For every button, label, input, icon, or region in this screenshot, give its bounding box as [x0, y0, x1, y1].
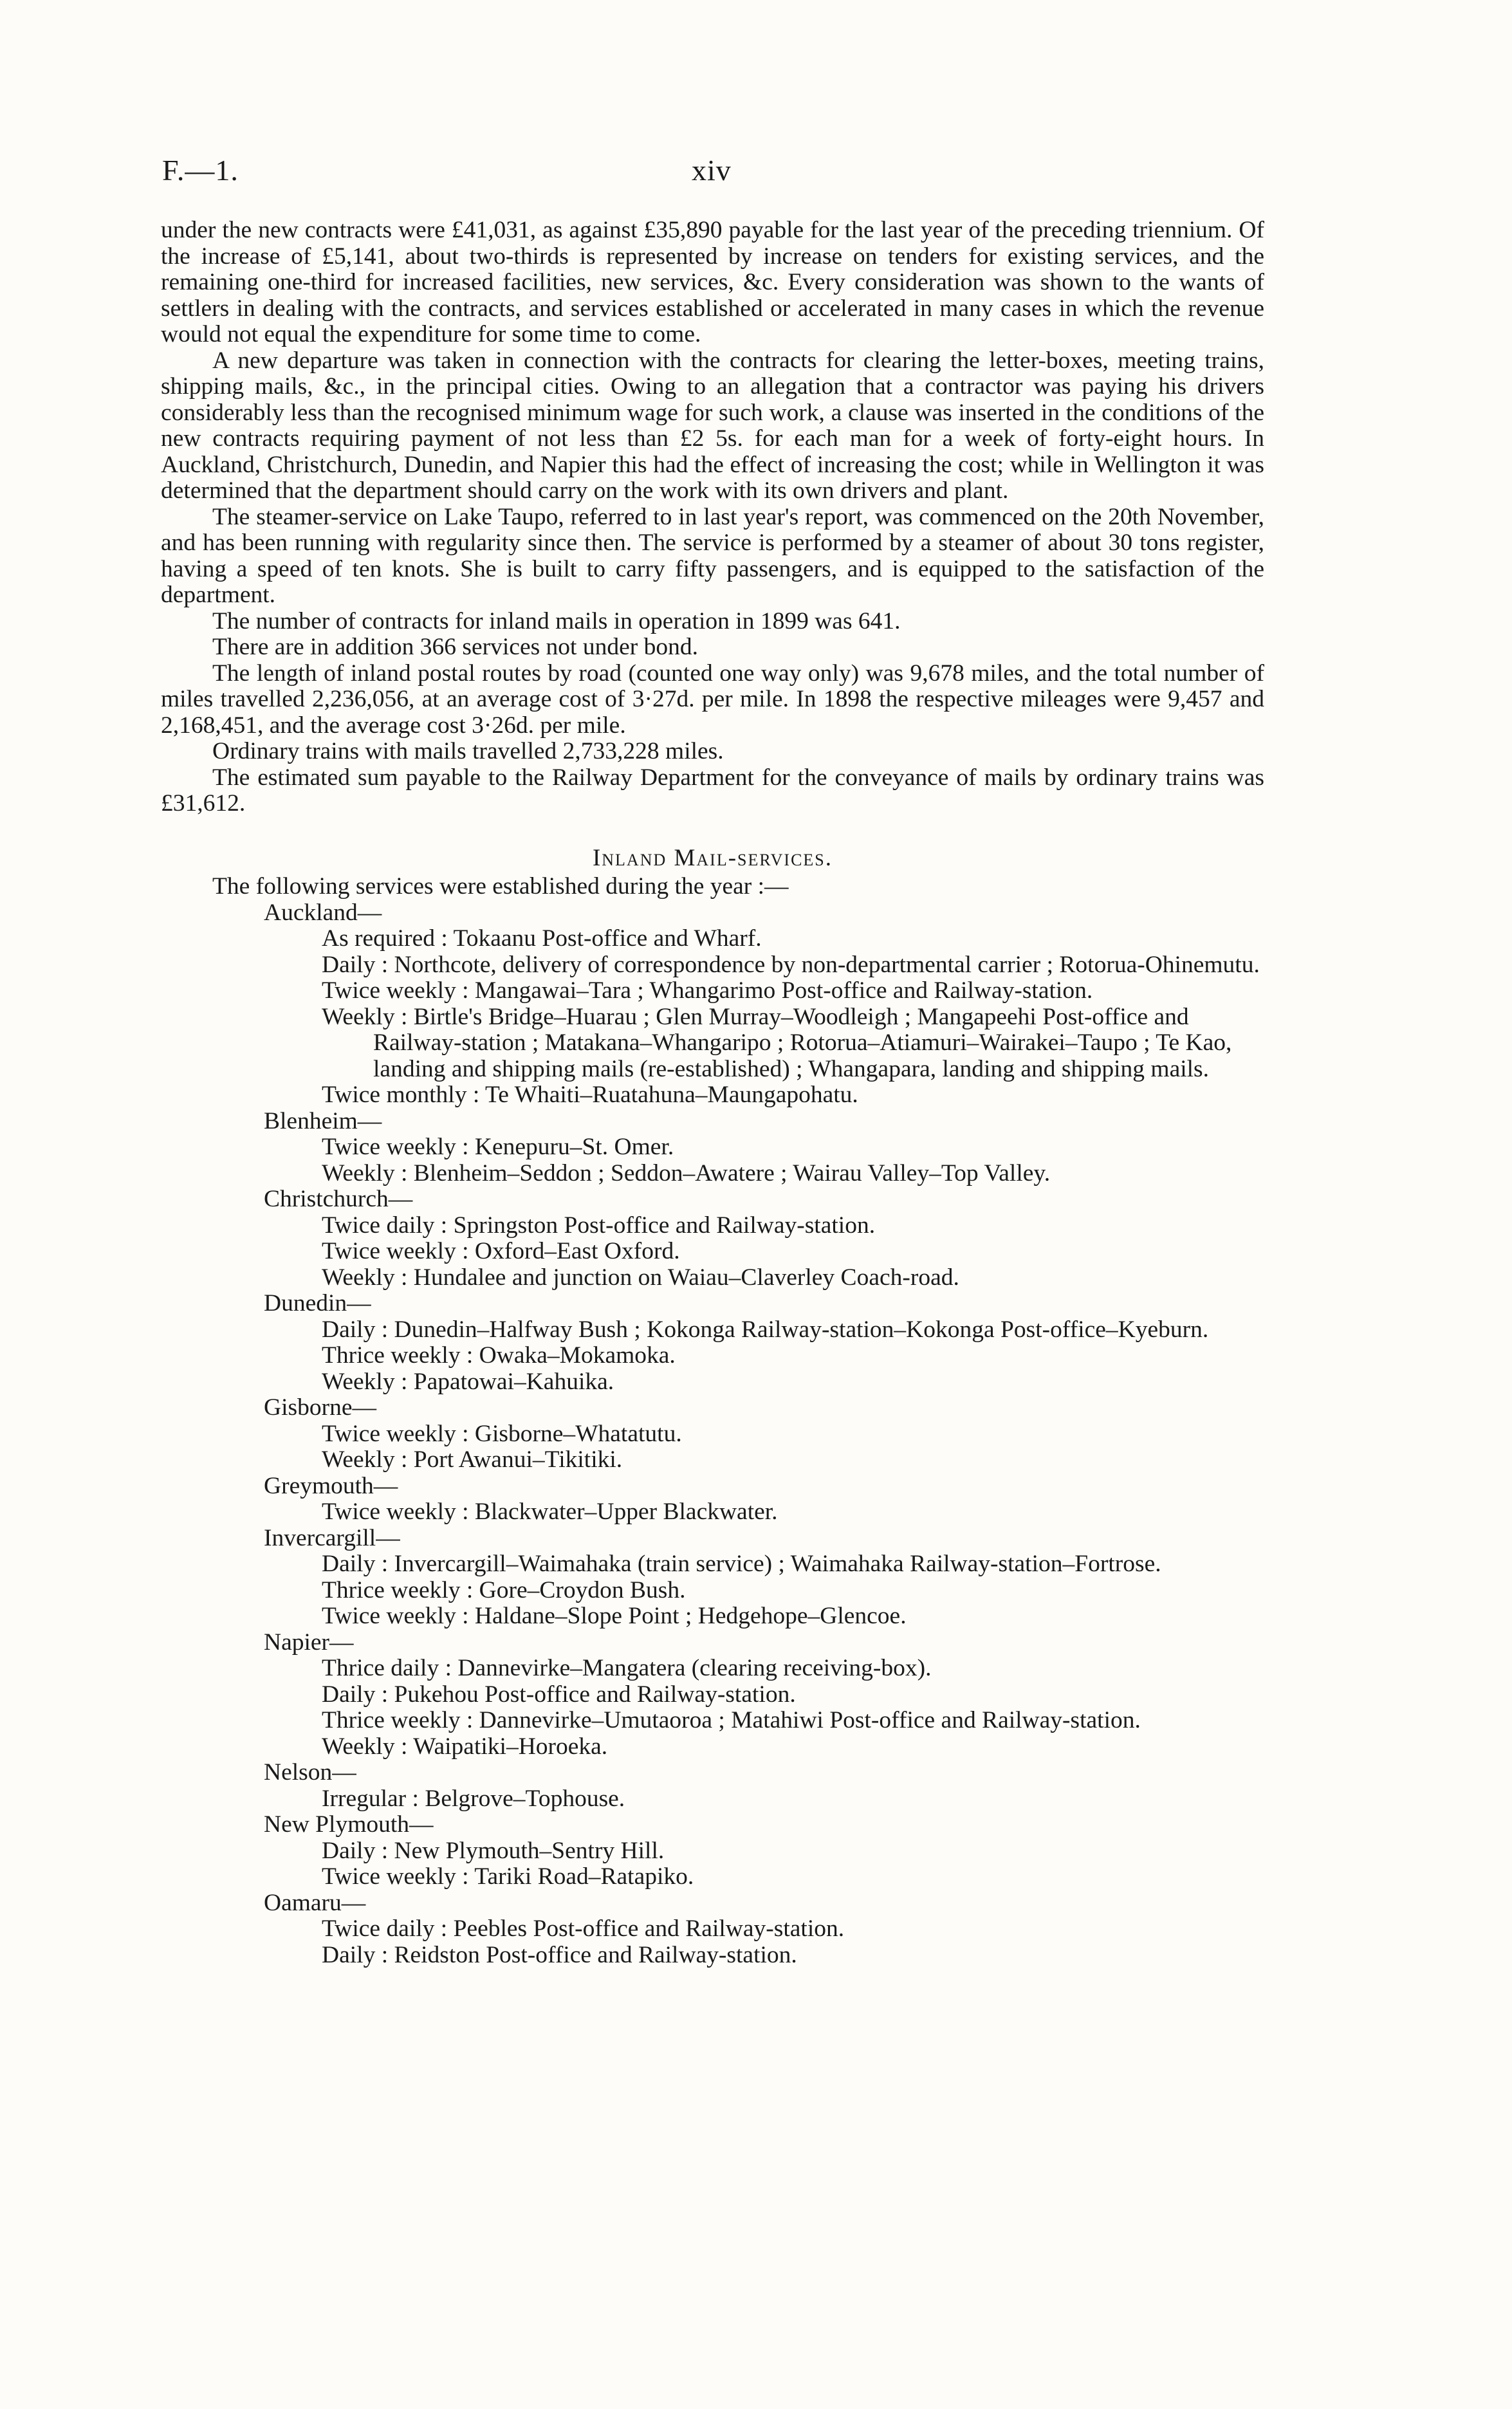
- paragraph: under the new contracts were £41,031, as against £35,890 payable for the last year of the preceding triennium. Of the increase of £5,141, about two-thirds is represented by increase on tenders for existing services, and the remaining one-third for increased facilities, new services, &c. Every consideration was shown to the wants of settlers in dealing with the contracts, and services established or accelerated in many cases in which the revenue would not equal the expenditure for some time to come.: [161, 217, 1264, 347]
- region-block: [161, 900, 1264, 1109]
- paragraph: The estimated sum payable to the Railway Department for the conveyance of mails by ordinary trains was £31,612.: [161, 764, 1264, 817]
- section-intro: The following services were established during the year :—: [212, 873, 789, 900]
- region-name: Gisborne—: [264, 1394, 376, 1421]
- region-block: [161, 1760, 1264, 1812]
- service-entry: Thrice weekly : Gore–Croydon Bush.: [322, 1576, 686, 1603]
- service-entry: Thrice daily : Dannevirke–Mangatera (clearing receiving-box).: [322, 1655, 932, 1681]
- region-name: Christchurch—: [264, 1186, 413, 1212]
- region-block: [161, 1473, 1264, 1526]
- service-entry: Daily : Reidston Post-office and Railway-station.: [322, 1941, 797, 1968]
- service-entry: Weekly : Port Awanui–Tikitiki.: [322, 1446, 623, 1473]
- region-name: Nelson—: [264, 1759, 356, 1786]
- section-heading: Inland Mail-services.: [592, 844, 833, 871]
- service-entry: As required : Tokaanu Post-office and Wharf.: [322, 925, 762, 952]
- region-name: Greymouth—: [264, 1472, 398, 1499]
- document-id: F.—1.: [162, 154, 239, 187]
- region-block: [161, 1395, 1264, 1473]
- region-block: [161, 1812, 1264, 1890]
- service-entry: Thrice weekly : Owaka–Mokamoka.: [322, 1342, 676, 1369]
- paragraph: There are in addition 366 services not under bond.: [212, 634, 698, 660]
- service-entry: Daily : Northcote, delivery of correspondence by non-departmental carrier ; Rotorua-Ohinemutu.: [322, 951, 1260, 978]
- paragraph: Ordinary trains with mails travelled 2,733,228 miles.: [212, 738, 724, 764]
- service-entry: Weekly : Hundalee and junction on Waiau–Claverley Coach-road.: [322, 1264, 959, 1291]
- region-name: Napier—: [264, 1629, 354, 1656]
- region-name: Auckland—: [264, 899, 382, 926]
- page-header: [0, 153, 1512, 198]
- service-entry: Twice monthly : Te Whaiti–Ruatahuna–Maungapohatu.: [322, 1082, 858, 1108]
- service-entry: Twice weekly : Mangawai–Tara ; Whangarimo Post-office and Railway-station.: [322, 977, 1093, 1004]
- service-entry: Twice weekly : Kenepuru–St. Omer.: [322, 1134, 674, 1160]
- region-block: [161, 1186, 1264, 1291]
- service-entry: Irregular : Belgrove–Tophouse.: [322, 1785, 625, 1812]
- service-entry: Twice weekly : Tariki Road–Ratapiko.: [322, 1863, 694, 1890]
- region-name: Invercargill—: [264, 1524, 400, 1551]
- service-entry: Daily : Pukehou Post-office and Railway-station.: [322, 1681, 796, 1708]
- region-name: New Plymouth—: [264, 1811, 434, 1838]
- region-block: [161, 1630, 1264, 1760]
- body-text: [161, 217, 1264, 1968]
- paragraph: The number of contracts for inland mails in operation in 1899 was 641.: [212, 607, 901, 634]
- service-entry: Twice weekly : Haldane–Slope Point ; Hedgehope–Glencoe.: [322, 1603, 907, 1629]
- service-entry: Twice weekly : Oxford–East Oxford.: [322, 1238, 680, 1264]
- region-name: Oamaru—: [264, 1889, 366, 1916]
- service-entry: Daily : New Plymouth–Sentry Hill.: [322, 1837, 665, 1864]
- page-number: xiv: [692, 154, 732, 187]
- region-block: [161, 1526, 1264, 1630]
- service-entry: Twice weekly : Blackwater–Upper Blackwater.: [322, 1499, 778, 1525]
- region-block: [161, 1890, 1264, 1969]
- service-entry: Weekly : Waipatiki–Horoeka.: [322, 1733, 608, 1760]
- service-entry: Weekly : Papatowai–Kahuika.: [322, 1368, 614, 1395]
- service-entry: Weekly : Blenheim–Seddon ; Seddon–Awatere ; Wairau Valley–Top Valley.: [322, 1159, 1051, 1186]
- service-entry: Daily : Invercargill–Waimahaka (train service) ; Waimahaka Railway-station–Fortrose.: [322, 1551, 1161, 1577]
- region-block: [161, 1291, 1264, 1395]
- region-name: Blenheim—: [264, 1107, 382, 1134]
- service-entry: Daily : Dunedin–Halfway Bush ; Kokonga Railway-station–Kokonga Post-office–Kyeburn.: [322, 1316, 1209, 1343]
- service-entry: Twice daily : Peebles Post-office and Railway-station.: [322, 1915, 845, 1942]
- paragraph: The steamer-service on Lake Taupo, referred to in last year's report, was commenced on the 20th November, and has been running with regularity since then. The service is performed by a steamer of about 30 tons register, having a speed of ten knots. She is built to carry fifty passengers, and is equipped to the satisfaction of the department.: [161, 503, 1264, 608]
- paragraph: A new departure was taken in connection with the contracts for clearing the letter-boxes, meeting trains, shipping mails, &c., in the principal cities. Owing to an allegation that a contractor was paying his drivers considerably less than the recognised minimum wage for such work, a clause was inserted in the conditions of the new contracts requiring payment of not less than £2 5s. for each man for a week of forty-eight hours. In Auckland, Christchurch, Dunedin, and Napier this had the effect of increasing the cost; while in Wellington it was determined that the department should carry on the work with its own drivers and plant.: [161, 347, 1264, 504]
- region-block: [161, 1109, 1264, 1187]
- service-entry: Thrice weekly : Dannevirke–Umutaoroa ; Matahiwi Post-office and Railway-station.: [322, 1707, 1141, 1733]
- region-name: Dunedin—: [264, 1290, 371, 1316]
- region-list: [161, 900, 1264, 1969]
- service-entry: Twice weekly : Gisborne–Whatatutu.: [322, 1420, 682, 1447]
- service-entry: Weekly : Birtle's Bridge–Huarau ; Glen Murray–Woodleigh ; Mangapeehi Post-office and Railway-station ; Matakana–Whangaripo ; Rotorua–Atiamuri–Wairakei–Taupo ; Te Kao, landing and shipping mails (re-established) ; Whangapara, landing and shipping mails.: [322, 1003, 1232, 1082]
- paragraph: The length of inland postal routes by road (counted one way only) was 9,678 miles, and the total number of miles travelled 2,236,056, at an average cost of 3·27d. per mile. In 1898 the respective mileages were 9,457 and 2,168,451, and the average cost 3·26d. per mile.: [161, 660, 1264, 739]
- service-entry: Twice daily : Springston Post-office and Railway-station.: [322, 1212, 876, 1239]
